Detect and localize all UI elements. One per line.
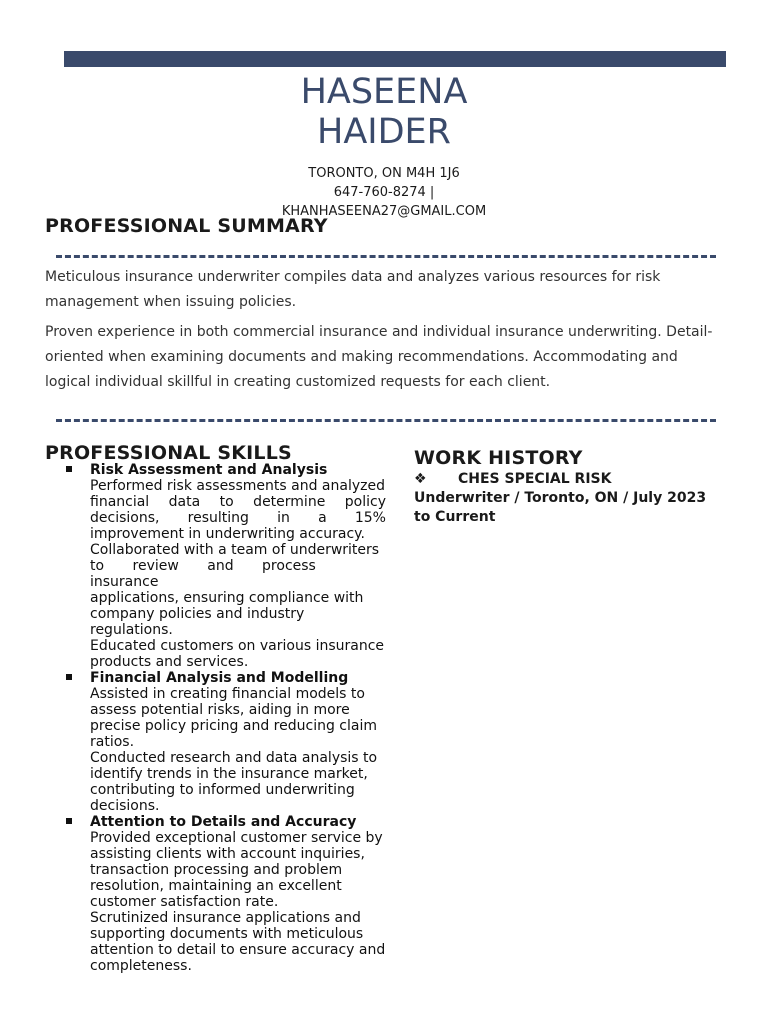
skill-line: financial data to determine policy [90,494,386,510]
skill-line: products and services. [90,654,249,670]
skill-line: Collaborated with a team of underwriters [90,542,380,558]
skill-title: Financial Analysis and Modelling [90,670,349,686]
skill-title: Attention to Details and Accuracy [90,814,357,830]
skill-line: decisions, resulting in a 15% [90,510,386,526]
work-company [414,470,724,489]
email: KHANHASEENA27@GMAIL.COM [281,204,487,219]
skill-line: ratios. [90,734,135,750]
skill-line: Conducted research and data analysis to [90,750,378,766]
skill-item [66,814,386,974]
skill-line: Provided exceptional customer service by [90,830,383,846]
skill-line: Scrutinized insurance applications and [90,910,361,926]
skill-line: contributing to informed underwriting [90,782,355,798]
skills-list [66,462,386,974]
skills-title: PROFESSIONAL SKILLS [45,442,292,464]
location: TORONTO, ON M4H 1J6 [308,166,460,181]
header-accent-bar [64,51,726,67]
skill-line: completeness. [90,958,192,974]
summary-paragraph: Meticulous insurance underwriter compiles data and analyzes various resources for risk management when issuing policies. [45,269,661,310]
skill-line: regulations. [90,622,173,638]
contact-info [0,164,768,221]
summary-divider-top [56,255,716,258]
skill-line: to review and process insurance [90,558,316,590]
square-bullet-icon [66,674,72,680]
skill-line: supporting documents with meticulous [90,926,364,942]
company-name: CHES SPECIAL RISK [458,471,612,487]
summary-paragraph: Proven experience in both commercial insurance and individual insurance underwriting. Detail-oriented when examining documents and making recommendations. Accommodating and logical individual skillful in creating customized requests for each client. [45,324,713,390]
work-history-title: WORK HISTORY [414,447,583,469]
skill-line: applications, ensuring compliance with [90,590,364,606]
skill-item [66,462,386,670]
skill-line: company policies and industry [90,606,305,622]
summary-title: PROFESSIONAL SUMMARY [45,215,328,237]
work-role: Underwriter / Toronto, ON / July 2023 [414,490,707,506]
skill-title: Risk Assessment and Analysis [90,462,328,478]
first-name: HASEENA [300,72,468,112]
skill-line: improvement in underwriting accuracy. [90,526,365,542]
skill-line: Performed risk assessments and analyzed [90,478,385,494]
skill-line: attention to detail to ensure accuracy and [90,942,386,958]
skill-line: customer satisfaction rate. [90,894,279,910]
skill-line: decisions. [90,798,160,814]
skill-line: resolution, maintaining an excellent [90,878,342,894]
square-bullet-icon [66,818,72,824]
skill-line: assess potential risks, aiding in more [90,702,350,718]
summary-body [45,265,725,400]
skill-line: Educated customers on various insurance [90,638,385,654]
work-history-entry [414,470,724,527]
skill-line: precise policy pricing and reducing claim [90,718,377,734]
work-role-dates: to Current [414,509,496,525]
last-name: HAIDER [317,112,451,152]
skill-item [66,670,386,814]
skill-line: Assisted in creating financial models to [90,686,365,702]
skill-line: assisting clients with account inquiries, [90,846,365,862]
skill-line: transaction processing and problem [90,862,343,878]
candidate-name [0,72,768,152]
skill-line: identify trends in the insurance market, [90,766,368,782]
summary-divider-bottom [56,419,716,422]
square-bullet-icon [66,466,72,472]
diamond-bullet-icon: ❖ [414,471,427,487]
phone: 647-760-8274 | [333,185,435,200]
